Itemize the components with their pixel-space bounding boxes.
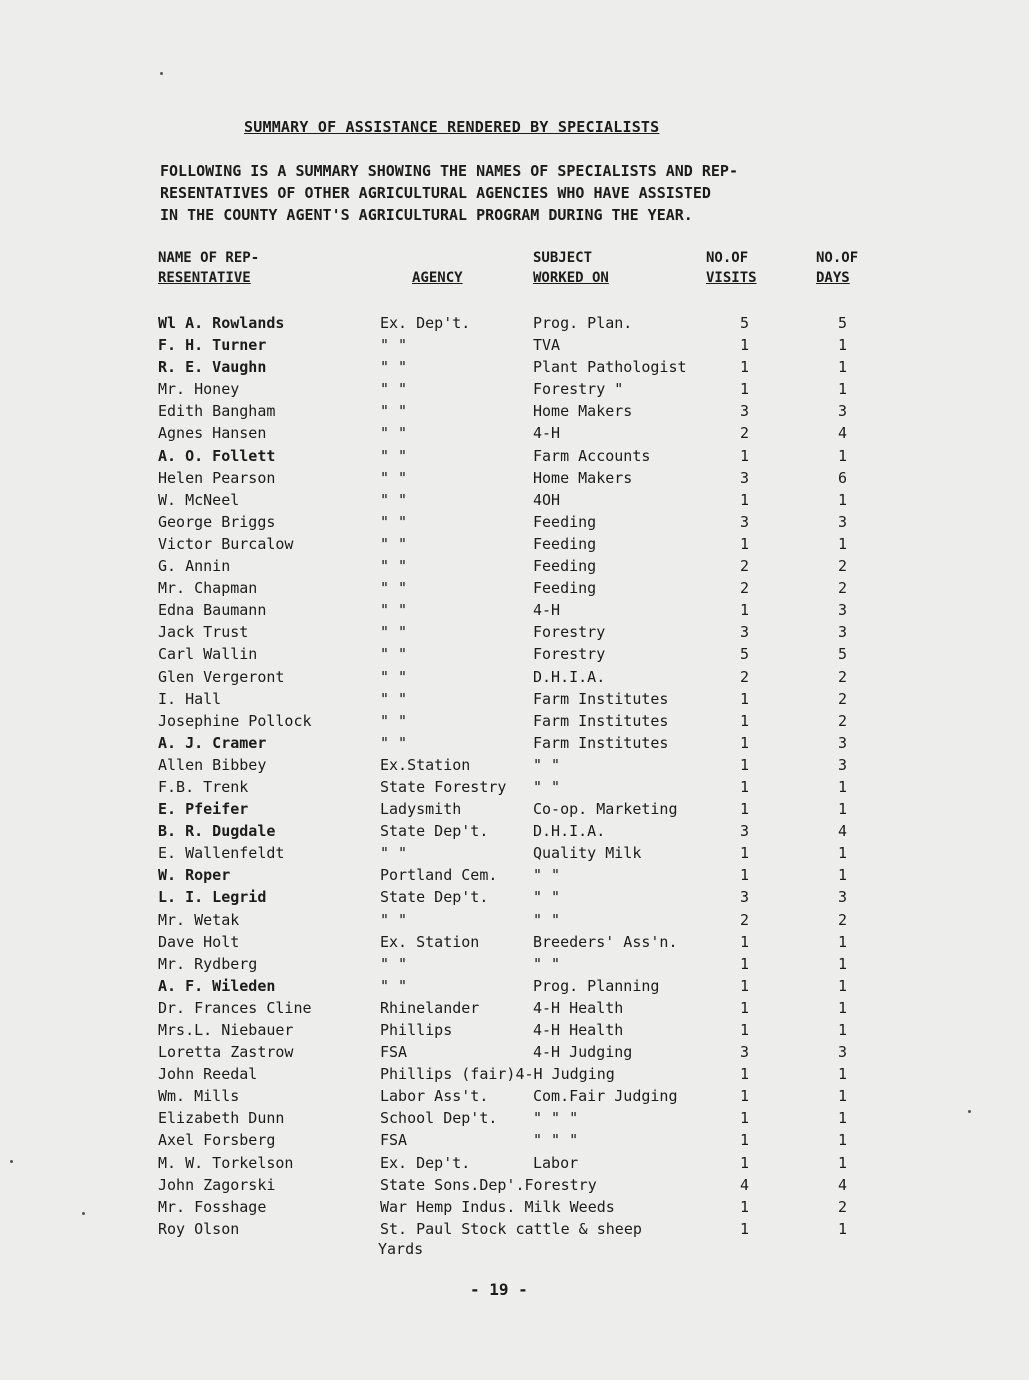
cell-visits: 1 (740, 755, 750, 774)
cell-days: 4 (838, 424, 848, 443)
cell-visits: 2 (740, 424, 750, 443)
cell-days: 1 (838, 446, 848, 465)
cell-name: Dave Holt (158, 932, 240, 951)
cell-visits: 1 (740, 534, 750, 553)
cell-agency: Phillips (fair)4-H Judging (380, 1065, 615, 1084)
cell-agency: " " (380, 336, 408, 355)
cell-name: Allen Bibbey (158, 755, 267, 774)
cell-days: 1 (838, 336, 848, 355)
header-subject (533, 248, 609, 288)
cell-visits: 3 (740, 512, 750, 531)
cell-days: 3 (838, 888, 848, 907)
cell-agency: Ex.Station (380, 755, 471, 774)
cell-agency: " " (380, 468, 408, 487)
cell-subject: 4-H (533, 601, 561, 620)
cell-agency: " " (380, 711, 408, 730)
cell-visits: 1 (740, 1021, 750, 1039)
cell-visits: 1 (740, 998, 750, 1017)
table-row (0, 1019, 1029, 1041)
cell-visits: 1 (740, 777, 750, 796)
cell-visits: 1 (740, 1153, 750, 1172)
cell-visits: 1 (740, 358, 750, 377)
cell-subject: Plant Pathologist (533, 358, 687, 377)
cell-days: 1 (838, 358, 848, 377)
cell-name: R. E. Vaughn (158, 358, 267, 377)
table-row (0, 1218, 1029, 1240)
table-row (0, 422, 1029, 444)
cell-days: 1 (838, 976, 848, 995)
cell-subject: Labor (533, 1153, 579, 1172)
cell-name: G. Annin (158, 557, 231, 576)
cell-days: 1 (838, 490, 848, 509)
cell-name: Victor Burcalow (158, 534, 294, 553)
cell-agency: State Sons.Dep'.Forestry (380, 1175, 597, 1194)
cell-visits: 1 (740, 711, 750, 730)
cell-days: 3 (838, 402, 848, 421)
paper-speck (160, 72, 163, 75)
cell-agency: State Forestry (380, 777, 507, 796)
table-row (0, 643, 1029, 665)
cell-subject: Co-op. Marketing (533, 800, 678, 819)
cell-name: F.B. Trenk (158, 777, 249, 796)
cell-days: 1 (838, 534, 848, 553)
paper-speck (82, 1212, 85, 1215)
cell-name: John Zagorski (158, 1175, 276, 1194)
cell-subject: Farm Institutes (533, 711, 669, 730)
table-row (0, 312, 1029, 334)
cell-visits: 1 (740, 844, 750, 863)
table-row (0, 1063, 1029, 1085)
cell-visits: 1 (740, 1065, 750, 1084)
specialists-table (0, 312, 1029, 1259)
header-name (158, 248, 259, 288)
cell-agency: " " (380, 579, 408, 598)
cell-visits: 3 (740, 822, 750, 841)
header-days (816, 248, 858, 288)
cell-subject: Forestry (533, 645, 606, 664)
cell-agency: School Dep't. (380, 1109, 498, 1128)
cell-name: F. H. Turner (158, 336, 267, 355)
table-row (0, 886, 1029, 908)
cell-name: Wl A. Rowlands (158, 314, 285, 332)
cell-subject: " " " (533, 1131, 579, 1150)
cell-name: M. W. Torkelson (158, 1153, 294, 1172)
cell-name: Helen Pearson (158, 468, 276, 487)
cell-subject: " " (533, 866, 561, 885)
cell-visits: 1 (740, 490, 750, 509)
table-row (0, 1174, 1029, 1196)
cell-name: Elizabeth Dunn (158, 1109, 285, 1128)
cell-days: 6 (838, 468, 848, 487)
cell-agency: " " (380, 844, 408, 863)
cell-subject: 4-H Health (533, 1021, 624, 1039)
cell-days: 1 (838, 777, 848, 796)
table-row (0, 577, 1029, 599)
intro-line: RESENTATIVES OF OTHER AGRICULTURAL AGENCIES WHO HAVE ASSISTED (160, 184, 711, 202)
cell-visits: 1 (740, 976, 750, 995)
cell-days: 5 (838, 314, 848, 332)
cell-agency: " " (380, 645, 408, 664)
cell-name: Carl Wallin (158, 645, 258, 664)
table-row (0, 334, 1029, 356)
table-row (0, 1152, 1029, 1174)
table-row (0, 953, 1029, 975)
table-row (0, 599, 1029, 621)
cell-name: Roy Olson (158, 1219, 240, 1238)
cell-agency: " " (380, 954, 408, 973)
table-row (0, 909, 1029, 931)
cell-visits: 5 (740, 314, 750, 332)
cell-subject: Home Makers (533, 468, 633, 487)
table-row (0, 1129, 1029, 1151)
cell-visits: 1 (740, 1087, 750, 1106)
paper-speck (10, 1160, 13, 1163)
page-title: SUMMARY OF ASSISTANCE RENDERED BY SPECIALISTS (244, 118, 660, 136)
cell-visits: 3 (740, 468, 750, 487)
cell-agency: " " (380, 910, 408, 929)
cell-visits: 1 (740, 866, 750, 885)
header-days-line1: NO.OF (816, 250, 859, 266)
cell-agency: Ladysmith (380, 800, 462, 819)
cell-days: 2 (838, 579, 848, 598)
cell-name: E. Wallenfeldt (158, 844, 285, 863)
cell-name: I. Hall (158, 689, 222, 708)
cell-visits: 3 (740, 623, 750, 642)
cell-name: Mr. Chapman (158, 579, 258, 598)
cell-subject: " " (533, 777, 561, 796)
cell-visits: 3 (740, 402, 750, 421)
cell-name: W. Roper (158, 866, 231, 885)
cell-subject: Prog. Planning (533, 976, 660, 995)
table-row (0, 776, 1029, 798)
cell-visits: 1 (740, 446, 750, 465)
cell-visits: 1 (740, 380, 750, 399)
cell-subject: Farm Institutes (533, 733, 669, 752)
header-subject-line2: WORKED ON (533, 270, 609, 286)
cell-agency: " " (380, 534, 408, 553)
table-row (0, 732, 1029, 754)
cell-agency: " " (380, 601, 408, 620)
cell-visits: 2 (740, 579, 750, 598)
cell-agency: Portland Cem. (380, 866, 498, 885)
cell-agency: " " (380, 358, 408, 377)
cell-name: Mrs.L. Niebauer (158, 1021, 294, 1039)
cell-days: 2 (838, 557, 848, 576)
cell-days: 1 (838, 932, 848, 951)
cell-name: A. F. Wileden (158, 976, 276, 995)
cell-name: L. I. Legrid (158, 888, 267, 907)
cell-subject: Forestry (533, 623, 606, 642)
cell-visits: 3 (740, 888, 750, 907)
table-row (0, 511, 1029, 533)
cell-visits: 1 (740, 1109, 750, 1128)
header-visits-line2: VISITS (706, 270, 757, 286)
cell-subject: Prog. Plan. (533, 314, 633, 332)
cell-name: Josephine Pollock (158, 711, 312, 730)
cell-name: Mr. Wetak (158, 910, 240, 929)
cell-name: Mr. Rydberg (158, 954, 258, 973)
table-row (0, 820, 1029, 842)
cell-days: 3 (838, 755, 848, 774)
cell-days: 1 (838, 866, 848, 885)
table-row (0, 1085, 1029, 1107)
table-row (0, 533, 1029, 555)
table-row (0, 445, 1029, 467)
cell-subject: TVA (533, 336, 561, 355)
header-agency-label: AGENCY (412, 270, 463, 286)
cell-days: 2 (838, 667, 848, 686)
cell-name: George Briggs (158, 512, 276, 531)
table-row (0, 864, 1029, 886)
cell-agency: Ex. Dep't. (380, 314, 471, 332)
cell-visits: 5 (740, 645, 750, 664)
cell-name: Jack Trust (158, 623, 249, 642)
cell-agency: Rhinelander (380, 998, 480, 1017)
cell-days: 3 (838, 512, 848, 531)
table-row (0, 489, 1029, 511)
cell-agency: " " (380, 976, 408, 995)
page-number: - 19 - (470, 1280, 528, 1299)
cell-days: 5 (838, 645, 848, 664)
cell-visits: 1 (740, 689, 750, 708)
cell-name: A. J. Cramer (158, 733, 267, 752)
cell-days: 3 (838, 733, 848, 752)
cell-agency: " " (380, 380, 408, 399)
cell-agency: State Dep't. (380, 822, 489, 841)
header-visits (706, 248, 757, 288)
cell-subject: " " (533, 954, 561, 973)
cell-agency: " " (380, 667, 408, 686)
cell-subject: Farm Institutes (533, 689, 669, 708)
table-row (0, 842, 1029, 864)
cell-days: 1 (838, 1021, 848, 1039)
intro-paragraph (160, 160, 738, 226)
cell-visits: 2 (740, 667, 750, 686)
cell-agency: " " (380, 733, 408, 752)
header-days-line2: DAYS (816, 270, 850, 286)
intro-line: FOLLOWING IS A SUMMARY SHOWING THE NAMES OF SPECIALISTS AND REP- (160, 162, 738, 180)
cell-days: 1 (838, 1065, 848, 1084)
table-row (0, 975, 1029, 997)
cell-subject: 4-H (533, 424, 561, 443)
cell-days: 2 (838, 910, 848, 929)
cell-name: Wm. Mills (158, 1087, 240, 1106)
table-row (0, 931, 1029, 953)
cell-name: E. Pfeifer (158, 800, 249, 819)
cell-subject: Feeding (533, 557, 597, 576)
cell-subject: Feeding (533, 512, 597, 531)
cell-name: Mr. Honey (158, 380, 240, 399)
header-subject-line1: SUBJECT (533, 250, 593, 266)
cell-agency: " " (380, 623, 408, 642)
cell-days: 1 (838, 954, 848, 973)
header-name-line2: RESENTATIVE (158, 270, 251, 286)
header-name-line1: NAME OF REP- (158, 250, 260, 266)
cell-name: Edna Baumann (158, 601, 267, 620)
table-row (0, 1041, 1029, 1063)
cell-visits: 1 (740, 336, 750, 355)
cell-visits: 1 (740, 954, 750, 973)
intro-line: IN THE COUNTY AGENT'S AGRICULTURAL PROGRAM DURING THE YEAR. (160, 206, 693, 224)
table-row (0, 754, 1029, 776)
header-agency (412, 268, 463, 288)
cell-days: 3 (838, 623, 848, 642)
cell-days: 3 (838, 1043, 848, 1062)
cell-days: 1 (838, 844, 848, 863)
cell-agency: " " (380, 512, 408, 531)
cell-subject: D.H.I.A. (533, 667, 606, 686)
cell-agency: St. Paul Stock cattle & sheep (380, 1219, 642, 1238)
cell-subject: " " (533, 888, 561, 907)
table-row (0, 666, 1029, 688)
cell-agency: " " (380, 689, 408, 708)
cell-visits: 1 (740, 932, 750, 951)
last-row-continuation: Yards (378, 1240, 424, 1259)
cell-name: B. R. Dugdale (158, 822, 276, 841)
cell-visits: 2 (740, 910, 750, 929)
cell-subject: 4-H Health (533, 998, 624, 1017)
cell-agency: " " (380, 402, 408, 421)
header-visits-line1: NO.OF (706, 250, 749, 266)
cell-visits: 1 (740, 1197, 750, 1216)
cell-subject: Home Makers (533, 402, 633, 421)
cell-visits: 1 (740, 601, 750, 620)
table-row (0, 378, 1029, 400)
cell-agency: Phillips (380, 1021, 453, 1039)
cell-subject: Com.Fair Judging (533, 1087, 678, 1106)
cell-subject: D.H.I.A. (533, 822, 606, 841)
table-row (0, 997, 1029, 1019)
cell-agency: FSA (380, 1043, 408, 1062)
table-row (0, 621, 1029, 643)
table-row (0, 1196, 1029, 1218)
cell-agency: " " (380, 490, 408, 509)
cell-subject: Quality Milk (533, 844, 642, 863)
cell-subject: " " " (533, 1109, 579, 1128)
cell-visits: 2 (740, 557, 750, 576)
cell-name: Glen Vergeront (158, 667, 285, 686)
cell-subject: 4OH (533, 490, 561, 509)
cell-subject: 4-H Judging (533, 1043, 633, 1062)
table-row (0, 555, 1029, 577)
cell-days: 4 (838, 1175, 848, 1194)
cell-agency: " " (380, 557, 408, 576)
cell-days: 1 (838, 998, 848, 1017)
table-row (0, 1107, 1029, 1129)
cell-subject: " " (533, 755, 561, 774)
table-row (0, 356, 1029, 378)
cell-name: John Reedal (158, 1065, 258, 1084)
cell-visits: 1 (740, 733, 750, 752)
table-row (0, 798, 1029, 820)
cell-agency: FSA (380, 1131, 408, 1150)
table-row (0, 710, 1029, 732)
cell-days: 2 (838, 1197, 848, 1216)
cell-days: 1 (838, 800, 848, 819)
cell-agency: " " (380, 446, 408, 465)
cell-name: Edith Bangham (158, 402, 276, 421)
table-row (0, 467, 1029, 489)
cell-name: A. O. Follett (158, 446, 276, 465)
cell-days: 1 (838, 1131, 848, 1150)
paper-speck (968, 1110, 971, 1113)
cell-agency: " " (380, 424, 408, 443)
cell-visits: 1 (740, 1219, 750, 1238)
cell-subject: Farm Accounts (533, 446, 651, 465)
cell-days: 3 (838, 601, 848, 620)
cell-agency: War Hemp Indus. Milk Weeds (380, 1197, 615, 1216)
cell-name: Dr. Frances Cline (158, 998, 312, 1017)
cell-agency: Labor Ass't. (380, 1087, 489, 1106)
cell-subject: Forestry " (533, 380, 624, 399)
cell-subject: Breeders' Ass'n. (533, 932, 678, 951)
table-row (0, 400, 1029, 422)
cell-days: 1 (838, 1087, 848, 1106)
cell-visits: 3 (740, 1043, 750, 1062)
cell-visits: 4 (740, 1175, 750, 1194)
cell-days: 1 (838, 1153, 848, 1172)
cell-agency: Ex. Station (380, 932, 480, 951)
cell-name: Mr. Fosshage (158, 1197, 267, 1216)
cell-days: 1 (838, 1109, 848, 1128)
cell-days: 1 (838, 380, 848, 399)
cell-subject: " " (533, 910, 561, 929)
cell-agency: State Dep't. (380, 888, 489, 907)
cell-days: 1 (838, 1219, 848, 1238)
cell-agency: Ex. Dep't. (380, 1153, 471, 1172)
cell-days: 2 (838, 711, 848, 730)
cell-visits: 1 (740, 1131, 750, 1150)
cell-name: Agnes Hansen (158, 424, 267, 443)
cell-name: Axel Forsberg (158, 1131, 276, 1150)
cell-days: 4 (838, 822, 848, 841)
table-row (0, 688, 1029, 710)
cell-subject: Feeding (533, 534, 597, 553)
cell-name: W. McNeel (158, 490, 240, 509)
cell-name: Loretta Zastrow (158, 1043, 294, 1062)
cell-days: 2 (838, 689, 848, 708)
cell-visits: 1 (740, 800, 750, 819)
cell-subject: Feeding (533, 579, 597, 598)
